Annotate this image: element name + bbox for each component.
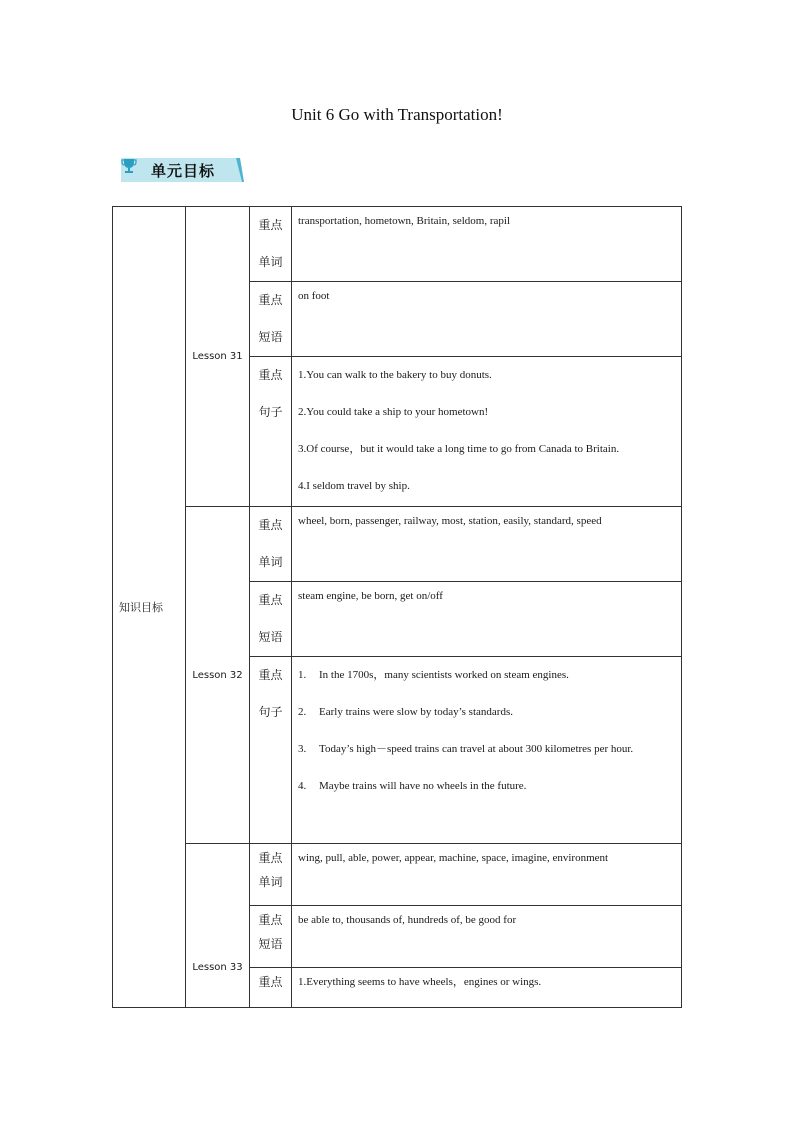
label-bottom: 单词 — [258, 555, 283, 569]
label-top: 重点 — [258, 518, 283, 532]
content-cell — [292, 844, 682, 906]
category-cell: 知识目标 — [113, 207, 186, 1008]
page-title: Unit 6 Go with Transportation! — [291, 105, 503, 124]
label-top: 重点 — [258, 851, 283, 865]
label-bottom: 短语 — [258, 937, 283, 951]
label-top: 重点 — [258, 593, 283, 607]
sentence: In the 1700s，many scientists worked on steam engines. — [319, 669, 569, 681]
table-row — [113, 507, 682, 582]
content-cell — [292, 357, 682, 507]
row-label — [250, 906, 292, 968]
label-top: 重点 — [258, 913, 283, 927]
sentence-number: 3. — [298, 743, 307, 755]
label-top: 重点 — [258, 668, 283, 682]
content-cell — [292, 282, 682, 357]
numbered-sentence — [298, 657, 675, 694]
lesson-33-label: Lesson 33 — [186, 844, 250, 1008]
content-line: 1.Everything seems to have wheels，engines or wings. — [298, 976, 542, 988]
label-top: 重点 — [258, 218, 283, 232]
content-cell — [292, 207, 682, 282]
row-label — [250, 582, 292, 657]
table-row — [113, 207, 682, 282]
content-line: wing, pull, able, power, appear, machine, space, imagine, environment — [298, 852, 609, 864]
sentence-number: 2. — [298, 706, 307, 718]
numbered-sentence — [298, 731, 675, 768]
content-cell — [292, 906, 682, 968]
numbered-sentence — [298, 694, 675, 731]
section-banner — [121, 158, 244, 182]
sentence: Today’s high－speed trains can travel at about 300 kilometres per hour. — [319, 743, 634, 755]
label-top: 重点 — [258, 975, 283, 989]
row-label — [250, 357, 292, 507]
content-cell — [292, 582, 682, 657]
label-top: 重点 — [258, 368, 283, 382]
label-bottom: 句子 — [258, 705, 283, 719]
content-line: transportation, hometown, Britain, seldom, rapil — [298, 215, 511, 227]
content-line: be able to, thousands of, hundreds of, be good for — [298, 914, 517, 926]
lesson-32-label: Lesson 32 — [186, 507, 250, 844]
sentence: Early trains were slow by today’s standards. — [319, 706, 513, 718]
row-label — [250, 968, 292, 1008]
label-top: 重点 — [258, 293, 283, 307]
content-cell — [292, 968, 682, 1008]
label-bottom: 短语 — [258, 630, 283, 644]
label-bottom: 单词 — [258, 875, 283, 889]
row-label — [250, 657, 292, 844]
trophy-icon — [121, 158, 137, 174]
row-label — [250, 507, 292, 582]
label-bottom: 单词 — [258, 255, 283, 269]
banner-title: 单元目标 — [151, 162, 216, 180]
content-cell — [292, 657, 682, 844]
row-label — [250, 844, 292, 906]
sentence: 2.You could take a ship to your hometown! — [298, 406, 489, 418]
table-row — [113, 844, 682, 906]
row-label — [250, 282, 292, 357]
sentence: 3.Of course，but it would take a long time to go from Canada to Britain. — [298, 443, 620, 455]
sentence: 1.You can walk to the bakery to buy donuts. — [298, 369, 492, 381]
row-label — [250, 207, 292, 282]
label-bottom: 短语 — [258, 330, 283, 344]
label-bottom: 句子 — [258, 405, 283, 419]
sentence-number: 1. — [298, 669, 307, 681]
content-line: steam engine, be born, get on/off — [298, 590, 443, 602]
lesson-31-label: Lesson 31 — [186, 207, 250, 507]
sentence: 4.I seldom travel by ship. — [298, 480, 410, 492]
sentence-number: 4. — [298, 780, 307, 792]
content-line: wheel, born, passenger, railway, most, station, easily, standard, speed — [298, 515, 602, 527]
content-line: on foot — [298, 290, 330, 302]
content-cell — [292, 507, 682, 582]
numbered-sentence — [298, 768, 675, 805]
sentence: Maybe trains will have no wheels in the future. — [319, 780, 527, 792]
goals-table — [112, 206, 682, 1008]
